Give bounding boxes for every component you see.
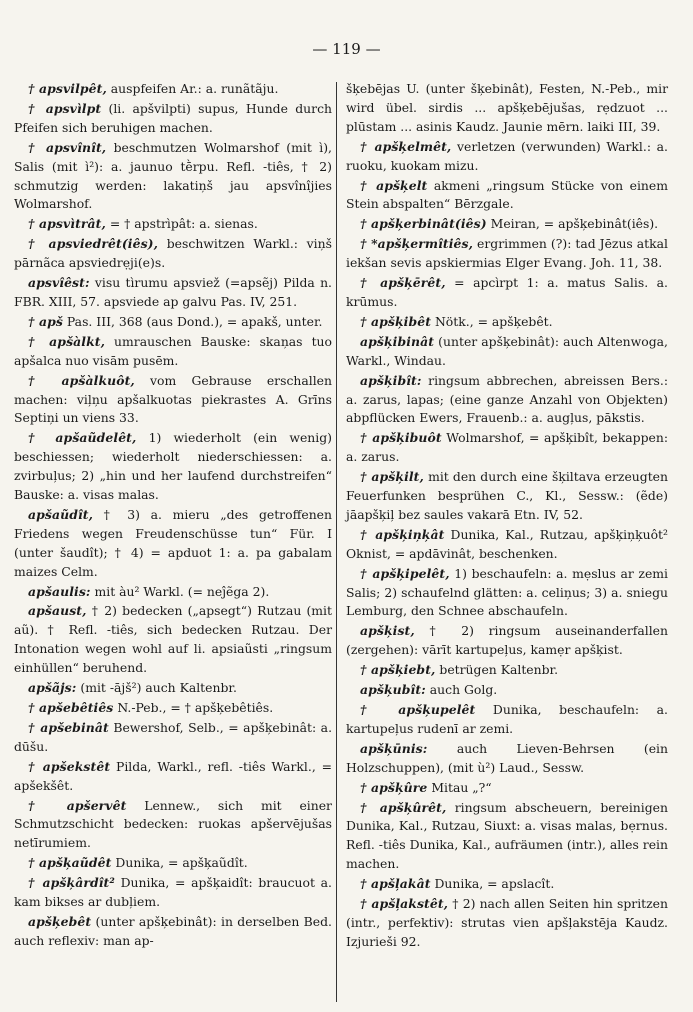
entry-headword: † *apšķermîtiês,: [360, 236, 474, 252]
dictionary-entry: [14, 100, 332, 138]
entry-headword: † apšķipelêt,: [360, 565, 450, 581]
dictionary-entry: [346, 661, 668, 680]
entry-headword: apšķibît:: [360, 372, 422, 388]
entry-headword: apšaũdît,: [28, 506, 94, 522]
dictionary-entry: [346, 701, 668, 739]
entry-headword: † apsviedrêt(iês),: [28, 236, 159, 252]
entry-headword: apsvîêst:: [28, 275, 90, 291]
dictionary-entry: [346, 215, 668, 234]
dictionary-entry: [346, 138, 668, 176]
entry-headword: † apšķârdît²: [28, 875, 115, 891]
entry-headword: apšãjs:: [28, 680, 77, 696]
entry-text: betrügen Kaltenbr.: [435, 662, 559, 678]
entry-headword: † apšaũdelêt,: [28, 430, 137, 446]
entry-text: (li. apšvilpti) supus, Hunde durch Pfeifen sich beruhigen machen.: [14, 100, 332, 135]
dictionary-entry: [346, 468, 668, 525]
entry-headword: † apšķērêt,: [360, 275, 446, 291]
entry-text: auch Lieven-Behrsen (ein Holzschuppen), (mit ù²) Laud., Sessw.: [346, 740, 668, 775]
dictionary-entry: [14, 274, 332, 312]
entry-headword: † apšķilt,: [360, 469, 424, 485]
entry-headword: † apšķupelêt: [360, 702, 476, 717]
dictionary-entry: [14, 139, 332, 215]
entry-headword: † apšàlkuôt,: [28, 372, 135, 388]
entry-text: beschwitzen Warkl.: viņš pārnãca apsviedrẹji(e)s.: [14, 236, 332, 271]
dictionary-entry: [346, 895, 668, 952]
entry-text: Dunika, = apšķaũdît.: [111, 855, 248, 871]
entry-text: akmeni „ringsum Stücke von einem Stein abspalten“ Bērzgale.: [346, 177, 668, 212]
entry-text: = † apstrìpât: a. sienas.: [105, 216, 258, 232]
dictionary-entry: [14, 758, 332, 796]
entry-text: Lennew., sich mit einer Schmutzschicht bedecken: ruokas apšervējušas netīrumiem.: [14, 797, 332, 851]
dictionary-entry: [14, 679, 332, 698]
dictionary-entry: [346, 740, 668, 778]
dictionary-entry: [346, 799, 668, 875]
entry-text: auspfeifen Ar.: a. runãtãju.: [106, 81, 279, 96]
dictionary-entry: [14, 699, 332, 718]
entry-text: † 2) nach allen Seiten hin spritzen (intr., perfektiv): strutas vien apšļakstēja Kaudz. Izjurieši 92.: [346, 896, 668, 949]
entry-headword: † apšervêt: [28, 797, 127, 813]
entry-text: ringsum abbrechen, abreissen Bers.: a. zarus, lapas; (eine ganze Anzahl von Objekten) abpflücken Ewers, Frauenb.: a. augļus, pākstis.: [346, 372, 668, 426]
entry-text: verletzen (verwunden) Warkl.: a. ruoku, kuokam mizu.: [346, 138, 668, 173]
entry-headword: † apsvìtrât,: [28, 216, 106, 232]
entry-headword: † apšķibêt: [360, 313, 432, 329]
entry-headword: apšķist,: [360, 623, 415, 639]
entry-headword: † apšebêtiês: [28, 700, 114, 715]
entry-text: šķebējas U. (unter šķebinât), Festen, N.-Peb., mir wird übel. sirdis ... apšķebējušas, rẹdzuot ... plūstam ... asinis Kaudz. Jaunie mērn. laiki III, 39.: [346, 81, 668, 134]
dictionary-entry: [14, 602, 332, 678]
entry-text: visu tìrumu apsviež (=apsẽj) Pilda n. FBR. XIII, 57. apsviede ap galvu Pas. IV, 251.: [14, 275, 332, 309]
dictionary-entry: [346, 875, 668, 894]
dictionary-entry: [346, 565, 668, 622]
entry-text: Pas. III, 368 (aus Dond.), = apakš, unter.: [62, 313, 323, 329]
entry-text: Dunika, = apšķaidît: braucuot a. kam bikses ar dubļiem.: [14, 875, 332, 910]
entry-text: 1) beschaufeln: a. mẹslus ar zemi Salis; 2) schaufelnd glätten: a. celiņus; 3) a. sniegu Lemburg, den Schnee abschaufeln.: [346, 565, 668, 619]
dictionary-entry: [346, 313, 668, 332]
dictionary-entry: [346, 235, 668, 273]
entry-headword: † apšļakât: [360, 876, 431, 892]
dictionary-entry: [346, 372, 668, 429]
dictionary-entry: [14, 797, 332, 854]
entry-text: Mitau „?“: [427, 779, 492, 795]
entry-text: beschmutzen Wolmarshof (mit ì), Salis (mit ì²): a. jaunuo tḕrpu. Refl. -tiês, † 2) schmutzig werden: lakatiņš jau apsvînîjies Wolmarshof.: [14, 139, 332, 212]
dictionary-entry: [14, 235, 332, 273]
entry-text: mit den durch eine šķiltava erzeugten Feuerfunken besprühen C., Kl., Sessw.: (ẽde) jāapšķiļ bez saules vakarā Etn. IV, 52.: [346, 469, 668, 522]
entry-text: = apcìrpt 1: a. matus Salis. a. krūmus.: [346, 275, 668, 309]
entry-text: mit àu² Warkl. (= neĵẽga 2).: [90, 583, 270, 599]
dictionary-entry: [14, 80, 332, 99]
entry-text: N.-Peb., = † apšķebêtiês.: [113, 700, 274, 715]
entry-headword: † apšķerbinât(iês): [360, 216, 487, 232]
entry-text: Dunika, = apslacît.: [430, 876, 555, 892]
dictionary-entry: [14, 429, 332, 505]
entry-text: Meiran, = apšķebinât(iês).: [486, 216, 659, 232]
left-column: [14, 80, 332, 952]
dictionary-entry: [346, 779, 668, 798]
entry-headword: apšķubît:: [360, 682, 426, 698]
dictionary-entry: [346, 274, 668, 312]
entry-text: 1) wiederholt (ein wenig) beschiessen; wiederholt niederschiessen: a. zvirbuļus; 2) „hin und her laufend durchstreifen“ Bauske: a. visas malas.: [14, 430, 332, 503]
entry-headword: † apšķaũdêt: [28, 855, 112, 871]
entry-headword: † apšķelt: [360, 177, 428, 193]
entry-headword: † apšķiebt,: [360, 662, 436, 678]
entry-text: (mit -ājš²) auch Kaltenbr.: [76, 680, 237, 696]
dictionary-entry: [14, 874, 332, 912]
entry-headword: † apšķiņķât: [360, 526, 445, 542]
entry-text: Wolmarshof, = apšķibît, bekappen: a. zarus.: [346, 430, 668, 465]
dictionary-entry: [346, 333, 668, 371]
dictionary-entry: [346, 177, 668, 215]
entry-text: umrauschen Bauske: skaņas tuo apšalca nuo visām pusēm.: [14, 333, 332, 368]
dictionary-entry: [346, 681, 668, 700]
entry-text: † 2) ringsum auseinanderfallen (zergehen): vārīt kartupeļus, kamẹr apšķist.: [346, 623, 668, 658]
entry-text: (unter apšķebinât): auch Altenwoga, Warkl., Windau.: [346, 333, 668, 368]
page-number: — 119 —: [312, 40, 381, 58]
column-divider: [336, 82, 337, 1002]
dictionary-entry: [14, 333, 332, 371]
entry-headword: † apšķibuôt: [360, 430, 442, 446]
entry-text: vom Gebrause erschallen machen: viļņu apšalkuotas piekrastes A. Grīns Septiņi un viens 33.: [14, 372, 332, 426]
dictionary-entry: [14, 913, 332, 951]
entry-headword: † apsvînît,: [28, 139, 107, 155]
right-column: [346, 80, 668, 953]
entry-text: Bewershof, Selb., = apšķebinât: a. dūšu.: [14, 719, 333, 754]
dictionary-entry: [14, 313, 332, 332]
dictionary-entry: [346, 80, 668, 137]
entry-headword: apšķebêt: [28, 913, 92, 929]
entry-text: Dunika, beschaufeln: a. kartupeļus rudenī ar zemi.: [346, 702, 668, 736]
entry-headword: † apšàlkt,: [28, 333, 106, 349]
dictionary-entry: [14, 719, 332, 757]
entry-headword: apšķūnis:: [360, 740, 428, 756]
dictionary-entry: [14, 215, 332, 234]
entry-headword: † apsvilpêt,: [28, 81, 107, 96]
dictionary-entry: [346, 622, 668, 660]
entry-headword: † apšebinât: [28, 719, 109, 735]
entry-text: † 3) a. mieru „des getroffenen Friedens wegen Freudenschüsse tun“ Für. I (unter šaudît); † 4) = apduot 1: a. pa gabalam maizes Celm.: [14, 506, 332, 579]
entry-headword: apšķibinât: [360, 333, 435, 349]
entry-headword: apšaust,: [28, 603, 87, 619]
entry-text: ringsum abscheuern, bereinigen Dunika, Kal., Rutzau, Siuxt: a. visas malas, bẹrnus. Refl. -tiês Dunika, Kal., aufräumen (intr.), alles rein machen.: [346, 799, 668, 872]
dictionary-entry: [346, 429, 668, 467]
entry-headword: † apsvìlpt: [28, 100, 102, 116]
dictionary-entry: [14, 583, 332, 602]
entry-headword: † apšļakstêt,: [360, 896, 449, 912]
entry-headword: apšaulis:: [28, 583, 91, 599]
entry-headword: † apšķelmêt,: [360, 138, 452, 154]
entry-headword: † apš: [28, 313, 63, 329]
entry-text: auch Golg.: [425, 682, 498, 698]
entry-text: Nötk., = apšķebêt.: [431, 313, 553, 329]
dictionary-entry: [14, 506, 332, 582]
dictionary-entry: [14, 372, 332, 429]
entry-text: (unter apšķebinât): in derselben Bed. auch reflexiv: man ap-: [14, 913, 332, 948]
dictionary-entry: [346, 526, 668, 564]
entry-text: † 2) bedecken („apsegt“) Rutzau (mit aũ). † Refl. -tiês, sich bedecken Rutzau. Der Intonation wegen wohl auf li. apsiaũsti „ringsum einhüllen“ beruhend.: [14, 603, 332, 676]
entry-headword: † apšķûrêt,: [360, 799, 447, 815]
entry-text: Pilda, Warkl., refl. -tiês Warkl., = apšekšêt.: [14, 758, 332, 793]
dictionary-entry: [14, 854, 332, 873]
entry-text: Dunika, Kal., Rutzau, apšķiņķuôt² Oknist, = apdāvinât, beschenken.: [346, 526, 669, 561]
entry-headword: † apšekstêt: [28, 758, 111, 774]
entry-headword: † apšķûre: [360, 779, 428, 795]
entry-text: ergrimmen (?): tad Jēzus atkal iekšan sevis apskiermias Elger Evang. Joh. 11, 38.: [346, 236, 668, 271]
